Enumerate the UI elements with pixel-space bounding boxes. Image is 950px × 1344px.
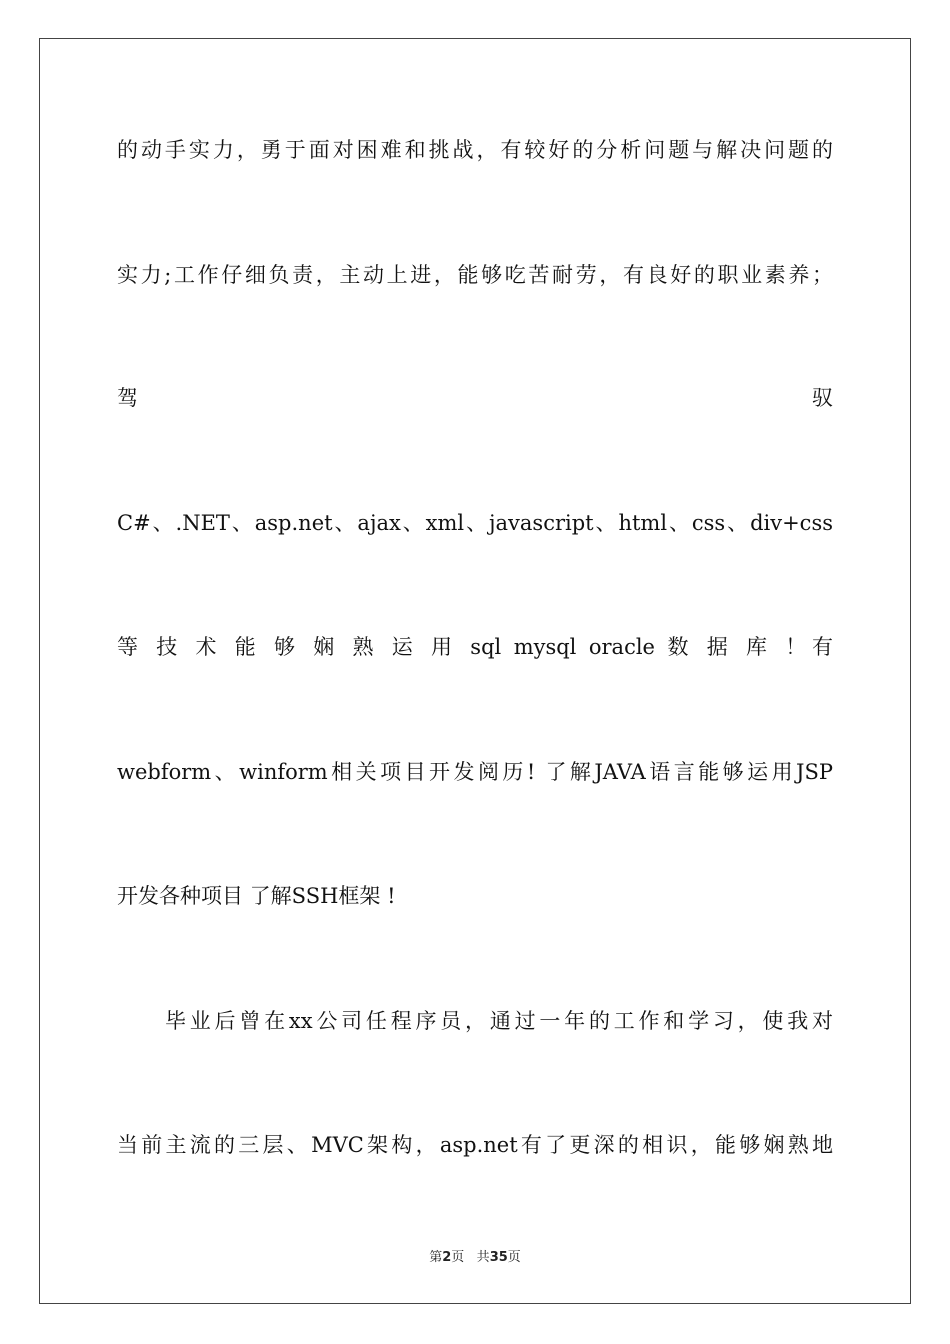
body-line-1: 的动手实力，勇于面对困难和挑战，有较好的分析问题与解决问题的 <box>117 138 833 162</box>
body-line-2: 实力;工作仔细负责，主动上进，能够吃苦耐劳，有良好的职业素养； <box>117 263 833 287</box>
body-line-9: 当前主流的三层、MVC架构，asp.net有了更深的相识，能够娴熟地 <box>117 1133 833 1157</box>
body-line-3: 驾 驭 <box>117 386 833 410</box>
body-line-5: 等 技 术 能 够 娴 熟 运 用 sql mysql oracle 数 据 库 ！有 <box>117 635 833 659</box>
footer-page-number: 2 <box>442 1250 452 1265</box>
footer-prefix: 第 <box>429 1250 443 1265</box>
page-frame <box>39 38 911 1304</box>
footer-total-prefix: 共 <box>476 1250 490 1265</box>
footer-page-unit: 页 <box>451 1250 465 1265</box>
body-line-6: webform、winform相关项目开发阅历! 了解JAVA语言能够运用JSP <box>117 760 833 784</box>
footer-total-unit: 页 <box>507 1250 521 1265</box>
page-footer <box>0 1247 950 1269</box>
body-line-8: 毕业后曾在xx公司任程序员，通过一年的工作和学习，使我对 <box>165 1009 833 1033</box>
footer-total-pages: 35 <box>489 1250 508 1265</box>
body-line-7: 开发各种项目 了解SSH框架 ! <box>117 884 396 908</box>
body-line-4: C#、.NET、asp.net、ajax、xml、javascript、html、css、div+css <box>117 511 833 535</box>
